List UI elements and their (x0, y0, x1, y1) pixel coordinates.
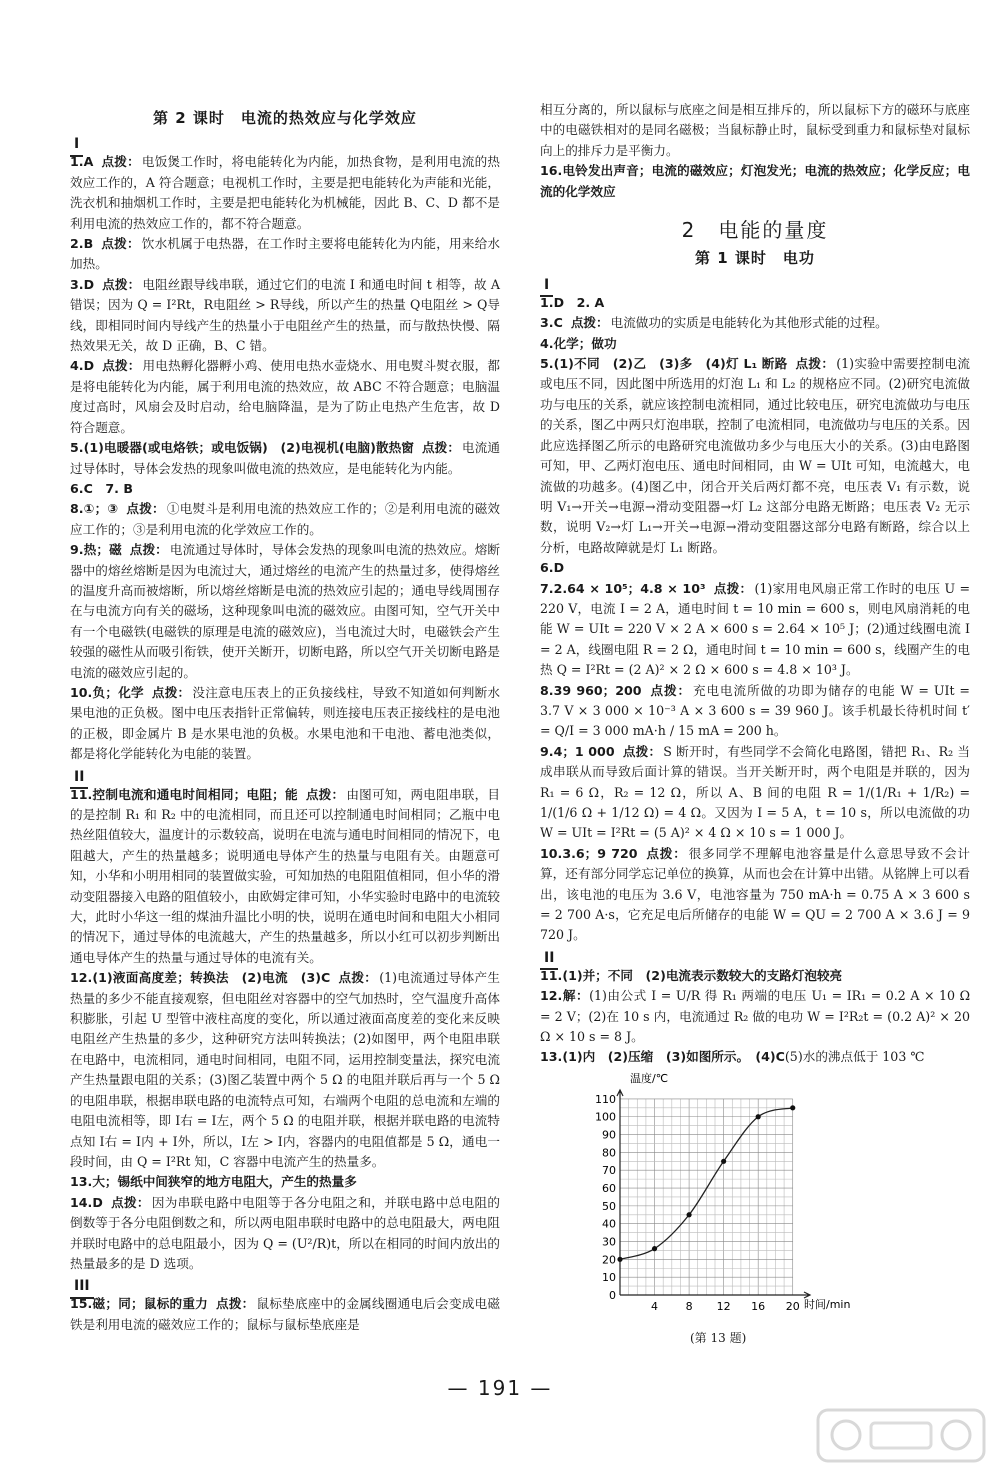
answer-number: 7. (540, 580, 554, 596)
answer-explanation: ①电熨斗是利用电流的热效应工作的；②是利用电流的磁效应工作的；③是利用电流的化学效应工作的。 (70, 501, 501, 537)
answer-item (70, 1294, 500, 1335)
answer-explanation: 电饭煲工作时，将电能转化为内能，加热食物，是利用电流的热效应工作的，A 符合题意；电视机工作时，主要是把电能转化为声能和光能，洗衣机和抽烟机工作时，主要是把电能转化为机械能，因此 B、C、D 都不是利用电流的热效应工作的，都不符合题意。 (70, 154, 501, 231)
answer-number: 1. (70, 154, 84, 170)
answer-number: 12. (540, 988, 563, 1004)
answer-item (70, 438, 500, 479)
answer-number: 9. (540, 743, 554, 759)
answer-number: 10. (540, 845, 563, 861)
answer-item (540, 558, 970, 578)
chart-y-label: 温度/℃ (630, 1071, 669, 1085)
answer-item (70, 683, 500, 765)
answer-choice: 热；磁 (83, 542, 122, 558)
chart-point (652, 1246, 657, 1251)
answer-item-16: 16.电铃发出声音；电流的磁效应；灯泡发光；电流的热效应；化学反应；电流的化学效应 (540, 163, 970, 199)
answer-choice: D (83, 276, 95, 292)
answer-number: 10. (70, 684, 93, 700)
chart-caption: (第 13 题) (690, 1330, 747, 1345)
answer-list-left-c (70, 1294, 500, 1335)
answer-item (70, 1172, 500, 1192)
answer-number: 5. (70, 440, 84, 456)
answer-choice: 3.6；9 720 (562, 845, 638, 861)
answer-choice: 39 960；200 (553, 682, 642, 698)
y-tick-label: 70 (602, 1164, 616, 1178)
x-tick-label: 16 (751, 1299, 766, 1313)
y-tick-label: 90 (602, 1128, 616, 1142)
answer-item (70, 499, 500, 540)
answer-explanation: (1)电流通过导体产生热量的多少不能直接观察，但电阻丝对容器中的空气加热时，空气温度升高体积膨胀，引起 U 型管中液柱高度的变化，所以通过液面高度差的变化来反映电阻丝产生热量的多少，这种研究方法叫转换法；(2)如图甲，两个电阻串联在电路中，电流相同，通电时间相同，电阻不同，运用控制变量法，探究电流产生热量跟电阻的关系；(3)图乙装置中两个 5 Ω 的电阻并联后再与一个 5 Ω 的电阻串联，根据串联电路的电流特点可知，右端两个电阻的总电流和左端的电阻电流相等，即 I右 = I左，两个 5 Ω 的电阻并联，根据并联电路的电流特点知 I右 = I内 + I外，所以，I左 > I内，容器内的电阻值都是 5 Ω，通电一段时间，由 Q = I²Rt 知，C 容器中电流产生的热量多。 (70, 970, 501, 1169)
answer-choice: A (83, 154, 94, 170)
answer-choice: D (553, 560, 565, 576)
answer-explanation: 鼠标垫底座中的金属线圈通电后会变成电磁铁是利用电流的磁效应工作的；鼠标与鼠标垫底座是 (70, 1296, 501, 1332)
right-column (540, 100, 970, 1350)
answer-choice: (1)不同 (2)乙 (3)多 (4)灯 L₁ 断路 (553, 356, 788, 372)
answer-item (70, 479, 500, 499)
hint-label: 点拨： (795, 356, 835, 372)
level-marker-3: III (70, 1276, 500, 1294)
answer-explanation: 很多同学不理解电池容量是什么意思导致不会计算，还有部分同学忘记单位的换算，从而也会在计算中出错。从铭牌上可以看出，该电池的电压为 3.6 V，电池容量为 750 mA·h = 0.75 A × 3 600 s = 2 700 A·s，它充足电后所储存的电能 W = QU = 2 700 A × 3.6 J = 9 720 J。 (540, 845, 970, 943)
page-number: — 191 — (447, 1376, 553, 1400)
hint-label: 点拨： (102, 276, 141, 292)
hint-label: 点拨： (216, 1296, 255, 1312)
hint-label: 点拨： (151, 684, 191, 700)
hint-label: 点拨： (110, 1194, 150, 1210)
answer-number: 6. (70, 480, 84, 496)
answer-explanation: 电阻丝跟导线串联，通过它们的电流 I 和通电时间 t 相等，故 A 错误；因为 Q = I²Rt，R电阻丝 > R导线，所以产生的热量 Q电阻丝 > Q导线，即相同时间内导线产生的热量小于电阻丝产生的热量，而与散热快慢、隔热效果无关，故 D 正确，B、C 错。 (70, 276, 500, 354)
chart-point (721, 1159, 726, 1164)
y-tick-label: 10 (602, 1271, 616, 1285)
answer-number: 13. (540, 1049, 563, 1065)
chart-figure-13 (540, 1070, 970, 1350)
y-tick-label: 100 (595, 1110, 616, 1124)
chart-point (756, 1114, 761, 1119)
answer-choice: C (553, 315, 563, 331)
answer-number: 8. (540, 682, 554, 698)
y-tick-label: 60 (602, 1181, 616, 1195)
hint-label: 点拨： (101, 236, 140, 252)
answer-item (70, 234, 500, 275)
x-tick-label: 4 (651, 1299, 659, 1313)
chart-point (617, 1257, 622, 1262)
answer-number: 4. (70, 358, 84, 374)
answer-choice: 4；1 000 (553, 743, 615, 759)
answer-item (70, 356, 500, 438)
answer-explanation: (1)家用电风扇正常工作时的电压 U = 220 V，电流 I = 2 A，通电时间 t = 10 min = 600 s，则电风扇消耗的电能 W = UIt = 220 V × 2 A × 600 s = 2.64 × 10⁵ J；(2)通过线圈电流 I = 2 A，线圈电阻 R = 2 Ω，通电时间 t = 10 min = 600 s，线圈产生的电热 Q = I²Rt = (2 A)² × 2 Ω × 600 s = 4.8 × 10³ J。 (540, 580, 970, 678)
y-tick-label: 20 (602, 1253, 616, 1267)
answer-number: 3. (70, 276, 84, 292)
answer-number: 3. (540, 315, 554, 331)
answer-choice: (1)并；不同 (2)电流表示数较大的支路灯泡较亮 (562, 967, 843, 983)
answer-explanation: 电流通过导体时，导体会发热的现象叫做电流的热效应，是电能转化为内能。 (70, 440, 501, 476)
left-column (70, 100, 500, 1335)
answer-choice: (1)液面高度差；转换法 (2)电流 (3)C (92, 970, 331, 986)
answer-explanation: 没注意电压表上的正负接线柱，导致不知道如何判断水果电池的正负极。图中电压表指针正常偏转，则连接电压表正接线柱的是电池的正极，即金属片 B 是水果电池的负极。水果电池和干电池、蓄电池类似，都是将化学能转化为电能的装置。 (70, 684, 501, 762)
answer-choice: 化学；做功 (553, 335, 617, 351)
answer-item (540, 986, 970, 1047)
y-tick-label: 30 (602, 1235, 616, 1249)
answer-explanation: 饮水机属于电热器，在工作时主要将电能转化为内能，用来给水加热。 (70, 236, 501, 272)
temperature-time-chart (590, 1070, 850, 1330)
level-marker-r1: I (540, 275, 970, 293)
answer-item (70, 785, 500, 969)
hint-label: 点拨： (570, 315, 609, 331)
answer-item (540, 844, 970, 946)
chart-point (790, 1105, 795, 1110)
answer-list-left-b (70, 785, 500, 1275)
answer-number: 9. (70, 542, 84, 558)
y-tick-label: 110 (595, 1092, 616, 1106)
answer-item (540, 354, 970, 558)
answer-choice: B (83, 236, 94, 252)
answer-item (540, 579, 970, 681)
answer-explanation: (1)由公式 I = U/R 得 R₁ 两端的电压 U₁ = IR₁ = 0.2 A × 10 Ω = 2 V；(2)在 10 s 内，电流通过 R₂ 做的电功 W = I²R₂t = (0.2 A)² × 20 Ω × 10 s = 8 J。 (540, 988, 971, 1045)
y-tick-label: 50 (602, 1199, 616, 1213)
answer-number: 15. (70, 1296, 93, 1312)
answer-number: 2. (70, 236, 84, 252)
hint-label: 点拨： (338, 970, 378, 986)
answer-explanation: 由图可知，两电阻串联，目的是控制 R₁ 和 R₂ 中的电流相同，而且还可以控制通电时间相同；乙瓶中电热丝阻值较大，温度计的示数较高，说明在电流与通电时间相同的情况下，电阻越大，产生的热量越多；说明通电导体产生的热量与电阻有关。由题意可知，小华和小明用相同的装置做实验，可知加热的电阻阻值相同，但小华的滑动变阻器接入电路的阻值较小，由欧姆定律可知，小华实验时电路中的电流较大，此时小华这一组的煤油升温比小明的快，说明在通电时间和电阻大小相同的情况下，通过导体的电流越大，产生的热量越多，所以小红可以初步判断出通电导体产生的热量与通过导体的电流有关。 (70, 786, 501, 965)
answer-item (540, 334, 970, 354)
chart-grid (620, 1099, 793, 1295)
answer-explanation: 用电热孵化器孵小鸡、使用电热水壶烧水、用电熨斗熨衣服，都是将电能转化为内能，属于利用电流的热效应，故 ABC 不符合题意；电脑温度过高时，风扇会及时启动，给电脑降温，是为了防止电热产生危害，故 D 符合题意。 (70, 358, 501, 435)
x-tick-label: 12 (716, 1299, 731, 1313)
answer-item (540, 681, 970, 742)
answer-explanation: S 断开时，有些同学不会简化电路图，错把 R₁、R₂ 当成串联从而导致后面计算的错误。当开关断开时，两个电阻是并联的，因为 R₁ = 6 Ω，R₂ = 12 Ω，所以 A、B 间的电阻 R = 1/(1/R₁ + 1/R₂) = 1/(1/6 Ω + 1/12 Ω) = 4 Ω。又因为 I = 5 A，t = 10 s，所以电流做的功 W = UIt = I²Rt = (5 A)² × 4 Ω × 10 s = 1 000 J。 (540, 743, 971, 841)
answer-choice: 解： (562, 988, 590, 1004)
answer-number: 4. (540, 335, 554, 351)
answer-choice: 大；锡纸中间狭窄的地方电阻大，产生的热量多 (92, 1174, 357, 1190)
y-tick-label: 40 (602, 1217, 616, 1231)
y-tick-label: 0 (609, 1288, 616, 1302)
chart-x-label: 时间/min (804, 1297, 850, 1311)
hint-label: 点拨： (645, 845, 687, 861)
hint-label: 点拨： (422, 440, 461, 456)
hint-label: 点拨： (102, 358, 141, 374)
answer-choice: 负；化学 (92, 684, 144, 700)
hint-label: 点拨： (126, 501, 165, 517)
answer-choice: 2.64 × 10⁵；4.8 × 10³ (553, 580, 706, 596)
hint-label: 点拨： (713, 580, 753, 596)
answer-item (70, 968, 500, 1172)
answer-choice: 控制电流和通电时间相同；电阻；能 (92, 786, 298, 802)
answer-item (540, 1047, 970, 1067)
x-tick-label: 8 (685, 1299, 693, 1313)
hint-label: 点拨： (649, 682, 691, 698)
answer-item (540, 742, 970, 844)
level-marker-1: I (70, 134, 500, 152)
answer-choice: ①；③ (83, 501, 119, 517)
answer-explanation: 电流做功的实质是电能转化为其他形式能的过程。 (610, 315, 888, 331)
answer-item (70, 540, 500, 683)
answer-item (540, 313, 970, 333)
answer-explanation: (1)实验中需要控制电流或电压不同，因此图中所选用的灯泡 L₁ 和 L₂ 的规格应不同。(2)研究电流做功与电压的关系，就应该控制电流相同，通过比较电压，研究电流做功与电压的关系，图乙中两只灯泡串联，控制了电流相同，电流做功与电压的关系。因此应选择图乙所示的电路研究电流做功多少与电压大小的关系。(3)由电路图可知，甲、乙两灯泡电压、通电时间相同，由 W = UIt 可知，电流越大，电流做的功越多。(4)图乙中，闭合开关后两灯都不亮，电压表 V₁ 有示数，说明 V₁→开关→电源→滑动变阻器→灯 L₂ 这部分电路无断路；电压表 V₂ 无示数，说明 V₂→灯 L₁→开关→电源→滑动变阻器这部分电路有断路，综合以上分析，电路故障就是灯 L₁ 断路。 (540, 356, 970, 555)
answer-explanation: 充电电流所做的功即为储存的电能 W = UIt = 3.7 V × 3 000 × 10⁻³ A × 3 600 s = 39 960 J。该手机最长待机时间 t′ = Q/I = 3 000 mA·h / 15 mA = 200 h。 (540, 682, 970, 739)
hint-label: 点拨： (129, 542, 168, 558)
answer-choice: D (83, 358, 95, 374)
answer-number: 6. (540, 560, 554, 576)
answer-list-left-a (70, 152, 500, 764)
section-title-left: 第 2 课时 电流的热效应与化学效应 (153, 109, 417, 127)
answer-15-continued: 相互分离的，所以鼠标与底座之间是相互排斥的，所以鼠标下方的磁环与底座中的电磁铁相对的是同名磁极；当鼠标静止时，鼠标受到重力和鼠标垫对鼠标向上的排斥力是平衡力。 (540, 102, 970, 158)
chapter-title: 2 电能的量度 (681, 218, 829, 243)
answer-explanation: (5)水的沸点低于 103 ℃ (784, 1049, 925, 1065)
hint-label: 点拨： (305, 786, 345, 802)
answer-choice: (1)内 (2)压缩 (3)如图所示。 (4)C (562, 1049, 785, 1065)
hint-label: 点拨： (622, 743, 662, 759)
chart-point (686, 1212, 691, 1217)
answer-item (70, 152, 500, 234)
answer-number: 5. (540, 356, 554, 372)
y-tick-label: 80 (602, 1146, 616, 1160)
answer-item (70, 1193, 500, 1275)
answer-number: 12. (70, 970, 93, 986)
answer-explanation: 电流通过导体时，导体会发热的现象叫电流的热效应。熔断器中的熔丝熔断是因为电流过大，通过熔丝的电流产生的热量过多，使得熔丝的温度升高而被熔断，所以熔丝熔断是电流的热效应引起的；通电导线周围存在与电流方向有关的磁场，这种现象叫电流的磁效应。由图可知，空气开关中有一个电磁铁(电磁铁的原理是电流的磁效应)，当电流过大时，电磁铁会产生较强的磁性从而吸引衔铁，使开关断开，切断电路，所以空气开关切断电路是电流的磁效应引起的。 (70, 542, 501, 680)
answer-item (540, 293, 970, 313)
level-marker-2: II (70, 767, 500, 785)
answer-choice: 磁；同；鼠标的重力 (92, 1296, 209, 1312)
answer-item (540, 966, 970, 986)
level-marker-r2: II (540, 948, 970, 966)
answer-choice: C 7. B (83, 480, 133, 496)
answer-list-right-a (540, 293, 970, 946)
answer-number: 8. (70, 501, 84, 517)
answer-number: 1. (540, 294, 554, 310)
answer-choice: D 2. A (553, 294, 605, 310)
section-title-right: 第 1 课时 电功 (695, 249, 815, 268)
answer-list-right-b (540, 966, 970, 1068)
answer-number: 13. (70, 1174, 93, 1190)
answer-explanation: 因为串联电路中电阻等于各分电阻之和，并联电路中总电阻的倒数等于各分电阻倒数之和，所以两电阻串联时电路中的总电阻最大，两电阻并联时电路中的总电阻最小，因为 Q = (U²/R)t，所以在相同的时间内放出的热量最多的是 D 选项。 (70, 1194, 501, 1271)
hint-label: 点拨： (101, 154, 140, 170)
answer-choice: D (92, 1194, 103, 1210)
answer-number: 14. (70, 1194, 93, 1210)
answer-item (70, 275, 500, 357)
answer-choice: (1)电暖器(或电烙铁；或电饭锅) (2)电视机(电脑)散热窗 (83, 440, 414, 456)
answer-number: 11. (540, 967, 563, 983)
x-tick-label: 20 (785, 1299, 800, 1313)
watermark-logo-icon (816, 1408, 986, 1463)
answer-number: 11. (70, 786, 93, 802)
